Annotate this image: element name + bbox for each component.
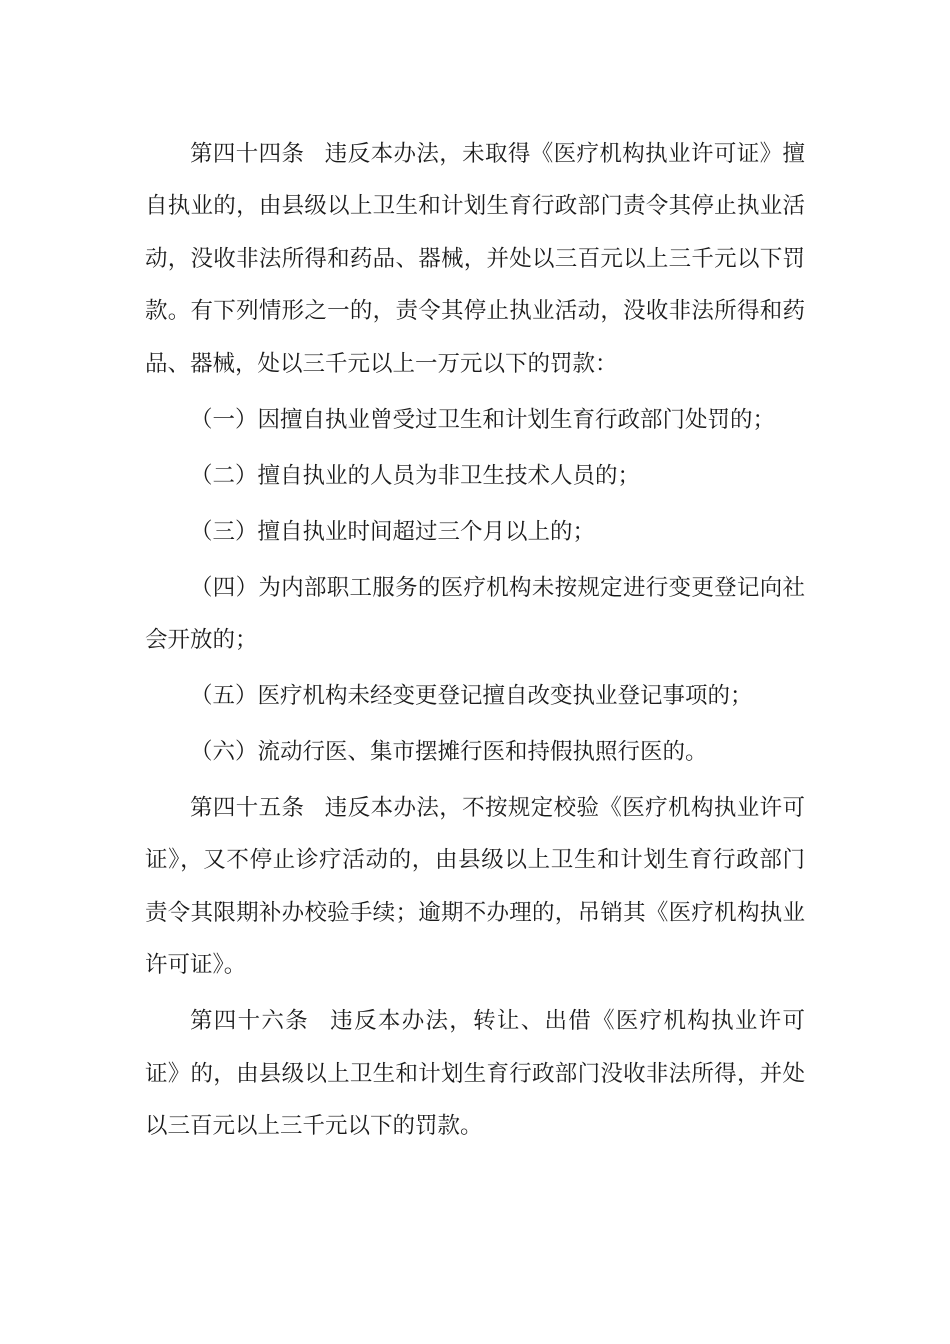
article-text: 违反本办法，不按规定校验《医疗机构执业许可证》，又不停止诊疗活动的，由县级以上卫生和计划生育行政部门责令其限期补办校验手续；逾期不办理的，吊销其《医疗机构执业许可证》。	[145, 795, 805, 979]
article-heading: 第四十五条	[190, 795, 305, 822]
article-heading: 第四十六条	[190, 1008, 309, 1035]
article-45	[145, 782, 805, 992]
article-44	[145, 128, 805, 390]
list-item-5: （五）医疗机构未经变更登记擅自改变执业登记事项的；	[190, 683, 753, 710]
article-text: 违反本办法，未取得《医疗机构执业许可证》擅自执业的，由县级以上卫生和计划生育行政部门责令其停止执业活动，没收非法所得和药品、器械，并处以三百元以上三千元以下罚款。有下列情形之一的，责令其停止执业活动，没收非法所得和药品、器械，处以三千元以上一万元以下的罚款：	[145, 141, 805, 377]
list-item-6: （六）流动行医、集市摆摊行医和持假执照行医的。	[190, 739, 708, 766]
article-heading: 第四十四条	[190, 141, 305, 167]
article-46	[145, 995, 805, 1152]
article-text: 违反本办法，转让、出借《医疗机构执业许可证》的，由县级以上卫生和计划生育行政部门没收非法所得，并处以三百元以上三千元以下的罚款。	[145, 1008, 805, 1140]
list-item-1: （一）因擅自执业曾受过卫生和计划生育行政部门处罚的；	[190, 406, 776, 433]
list-item-2: （二）擅自执业的人员为非卫生技术人员的；	[190, 462, 641, 489]
document-body	[145, 128, 805, 1156]
list-item-4: （四）为内部职工服务的医疗机构未按规定进行变更登记向社会开放的；	[145, 574, 805, 654]
list-item-3: （三）擅自执业时间超过三个月以上的；	[190, 518, 596, 545]
